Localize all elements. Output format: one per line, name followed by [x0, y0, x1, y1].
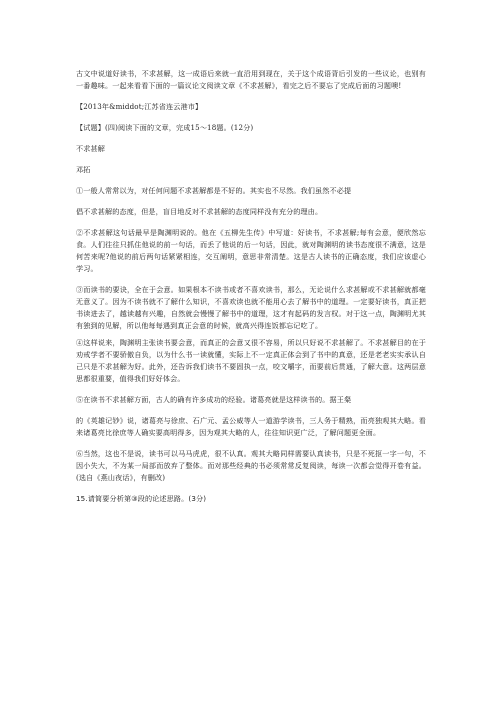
- intro-paragraph: 古文中说道好读书，不求甚解，这一成语后来就一直沿用到现在，关于这个成语背后引发的一些议论，也别有一番趣味。一起来看看下面的一篇议论文阅读文章《不求甚解》，看完之后不要忘了完成后面的习题噢!: [76, 69, 426, 90]
- paragraph-6: ⑥当然，这也不是说，读书可以马马虎虎，很不认真。观其大略同样需要认真读书，只是不死抠一字一句，不因小失大，不为某一局部而放弃了整体。而对那些经典的书必须常常反复阅读，每读一次都会觉得开卷有益。 (选自《燕山夜话》，有删改): [76, 449, 426, 482]
- paragraph-3: ③而读书的要诀，全在于会意。如果根本不读书或者不喜欢读书，那么，无论说什么求甚解或不求甚解就都毫无意义了。因为不读书就不了解什么知识，不喜欢读也就不能用心去了解书中的道理。一定要好读书，真正把书读进去了，越读越有兴趣，自然就会慢慢了解书中的道理，这才有起码的发言权。对于这一点，陶渊明尤其有独到的见解，所以他每每遇到真正会意的时候，就高兴得连饭都忘记吃了。: [76, 285, 426, 330]
- paragraph-5b: 的《英雄记钞》说，诸葛亮与徐庶、石广元、孟公威等人一道游学读书，三人务于精熟，而亮独观其大略。看来诸葛亮比徐庶等人确实要高明得多，因为观其大略的人，往往知识更广泛，了解问题更全面。: [76, 416, 426, 437]
- article-title: 不求甚解: [76, 144, 105, 153]
- paragraph-1a: ①一般人常常以为，对任何问题不求甚解都是不好的。其实也不尽然。我们虽然不必提: [76, 186, 352, 195]
- paragraph-4: ④这样说来，陶渊明主张读书要会意，而真正的会意又很不容易，所以只好说不求甚解了。不求甚解目的在于劝戒学者不要骄傲自负，以为什么书一读就懂，实际上不一定真正体会到了书中的真意，还是老老实实承认自己只是不求甚解为好。此外，还告诉我们读书不要固执一点，咬文嚼字，而要前后贯通，了解大意。这两层意思都很重要，值得我们好好体会。: [76, 338, 426, 383]
- question-15: 15.请简要分析第③段的论述思路。(3分): [76, 494, 207, 503]
- article-body: [76, 68, 426, 505]
- paragraph-1b: 倡不求甚解的态度，但是，盲目地反对不求甚解的态度同样没有充分的理由。: [76, 207, 323, 216]
- article-author: 邓拓: [76, 165, 91, 174]
- question-prompt: 【试题】(四)阅读下面的文章，完成15～18题。(12分): [76, 123, 254, 132]
- exam-source: 【2013年&middot;江苏省连云港市】: [76, 102, 203, 111]
- paragraph-5a: ⑤在读书不求甚解方面，古人的确有许多成功的经验。诸葛亮就是这样读书的。据王粲: [76, 395, 352, 404]
- paragraph-2: ②不求甚解这句话最早是陶渊明说的。他在《五柳先生传》中写道：好读书，不求甚解;每有会意，便欣然忘食。人们往往只抓住他说的前一句话，而丢了他说的后一句话，因此，就对陶渊明的读书态度很不满意，这是何苦来呢?他说的前后两句话紧紧相连，交互阐明，意思非常清楚。这是古人读书的正确态度，我们应该虚心学习。: [76, 228, 426, 273]
